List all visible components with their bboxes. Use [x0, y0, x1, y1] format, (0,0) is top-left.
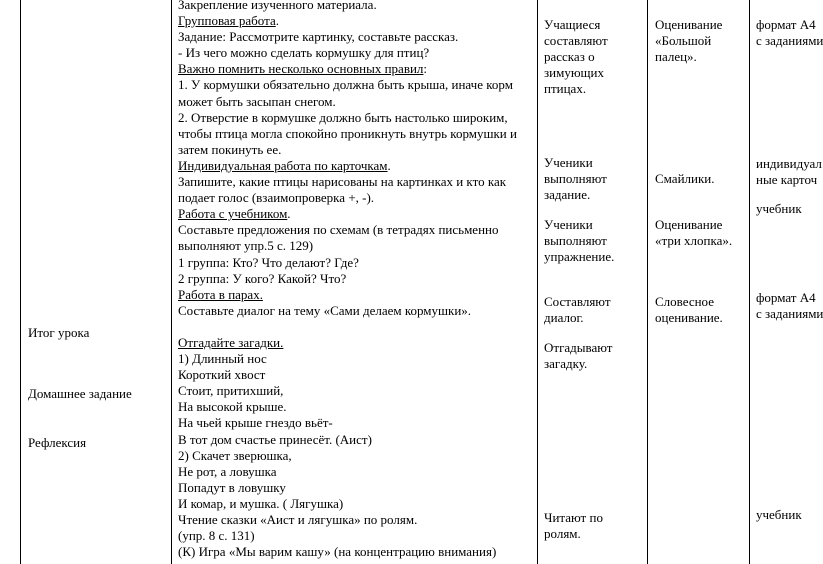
- activity-line: [178, 94, 517, 110]
- assessment-verbal: [655, 294, 723, 326]
- activity-line: [178, 335, 517, 351]
- activity-line-text: Составьте предложения по схемам (в тетрадях письменно: [178, 222, 499, 238]
- activity-line: [178, 206, 517, 222]
- cell-line: составляют: [544, 33, 608, 48]
- activity-line-text: Составьте диалог на тему «Сами делаем кормушки».: [178, 302, 472, 318]
- activity-line-text: Работа с учебником: [178, 206, 288, 222]
- activity-line-suffix: :: [423, 61, 428, 77]
- activity-line-text: Важно помнить несколько основных правил: [178, 61, 424, 77]
- table-border-col3: [647, 0, 648, 564]
- activity-line-text: Задание: Рассмотрите картинку, составьте рассказ.: [178, 29, 459, 45]
- activity-line: [178, 432, 517, 448]
- activity-line: [178, 319, 517, 335]
- assessment-smileys: [655, 171, 715, 187]
- activity-line: [178, 287, 517, 303]
- cell-line: формат А4: [756, 17, 816, 32]
- table-border-col2: [537, 0, 538, 564]
- cell-line: птицах.: [544, 81, 587, 96]
- activity-line: [178, 271, 517, 287]
- cell-line: Словесное: [655, 294, 714, 309]
- cell-line: учебник: [756, 507, 802, 522]
- cell-line: рассказ о: [544, 49, 595, 64]
- cell-line: упражнение.: [544, 249, 615, 264]
- activity-line-text: чтобы птица могла спокойно проникнуть внутрь кормушки и: [178, 125, 517, 141]
- activity-line-text: Стоит, притихший,: [178, 383, 284, 399]
- cell-line: оценивание.: [655, 310, 723, 325]
- activity-line: [178, 77, 517, 93]
- activity-line-text: Чтение сказки «Аист и лягушка» по ролям.: [178, 512, 418, 527]
- cell-line: индивидуал: [756, 156, 822, 171]
- cell-line: с заданиями: [756, 33, 823, 48]
- activity-line: [178, 190, 517, 206]
- activity-line: [178, 110, 517, 126]
- cell-line: Учащиеся: [544, 17, 601, 32]
- stage-homework: Домашнее задание: [28, 386, 132, 401]
- activity-line-text: 1) Длинный нос: [178, 351, 267, 367]
- activity-line: [178, 415, 517, 431]
- cell-line: Отгадывают: [544, 340, 613, 355]
- resource-a4-2: [756, 290, 823, 322]
- activity-line: [178, 496, 517, 512]
- activity-line-text: 1 группа: Кто? Что делают? Где?: [178, 254, 359, 270]
- resource-cards: [756, 156, 822, 188]
- cell-line: «Большой: [655, 33, 712, 48]
- table-border-col1: [171, 0, 172, 564]
- activity-line: [178, 367, 517, 383]
- activity-line: [178, 383, 517, 399]
- activity-line-suffix: .: [287, 206, 291, 222]
- cell-line: формат А4: [756, 290, 816, 305]
- activity-line: [178, 0, 517, 13]
- activity-line-text: 2. Отверстие в кормушке должно быть настолько широким,: [178, 109, 508, 125]
- assessment-thumb: [655, 17, 722, 65]
- activity-line-text: Закрепление изученного материала.: [178, 0, 377, 12]
- activity-line-text: На чьей крыше гнездо вьёт-: [178, 415, 333, 431]
- activity-line-text: - Из чего можно сделать кормушку для птиц?: [178, 45, 430, 61]
- activity-line-text: Отгадайте загадки.: [178, 334, 284, 350]
- table-border-col4: [749, 0, 750, 564]
- activity-line: [178, 544, 517, 560]
- cell-line: задание.: [544, 187, 591, 202]
- student-activity-reading: [544, 510, 603, 542]
- activity-line: [178, 61, 517, 77]
- activity-line: [178, 512, 517, 528]
- activity-line: [178, 174, 517, 190]
- student-activity-story: [544, 17, 608, 97]
- cell-line: Смайлики.: [655, 171, 715, 186]
- activity-line-text: (упр. 8 с. 131): [178, 528, 255, 544]
- activity-line-text: (К) Игра «Мы варим кашу» (на концентрацию внимания): [178, 544, 497, 560]
- activity-line-text: 2 группа: У кого? Какой? Что?: [178, 270, 347, 286]
- activity-line: [178, 464, 517, 480]
- activity-line: [178, 222, 517, 238]
- activity-line-text: может быть засыпан снегом.: [178, 93, 336, 109]
- activity-line-text: Попадут в ловушку: [178, 479, 286, 495]
- assessment-claps: [655, 217, 732, 249]
- cell-line: палец».: [655, 49, 697, 64]
- activity-line-text: Короткий хвост: [178, 367, 266, 383]
- activity-line-suffix: .: [275, 13, 279, 29]
- cell-line: загадку.: [544, 356, 588, 371]
- activity-line-text: Не рот, а ловушка: [178, 463, 277, 479]
- cell-line: выполняют: [544, 171, 607, 186]
- cell-line: зимующих: [544, 65, 604, 80]
- resource-textbook-1: [756, 201, 802, 217]
- activity-line-text: Индивидуальная работа по карточкам: [178, 157, 388, 173]
- cell-line: Ученики: [544, 217, 593, 232]
- activity-line: [178, 528, 517, 544]
- activity-line: [178, 448, 517, 464]
- activity-line: [178, 142, 517, 158]
- activity-line: [178, 126, 517, 142]
- activity-line: [178, 351, 517, 367]
- cell-line: выполняют: [544, 233, 607, 248]
- table-border-left: [20, 0, 21, 564]
- cell-line: Оценивание: [655, 217, 723, 232]
- activity-line: [178, 29, 517, 45]
- student-activity-exercise: [544, 217, 614, 265]
- stage-itog: Итог урока: [28, 325, 90, 340]
- student-activity-cards: [544, 155, 607, 203]
- cell-line: ные карточ: [756, 172, 818, 187]
- activity-line-text: И комар, и мушка. ( Лягушка): [178, 495, 344, 511]
- cell-line: Читают по: [544, 510, 603, 525]
- activity-line-text: На высокой крыше.: [178, 399, 287, 415]
- activity-line: [178, 45, 517, 61]
- resource-textbook-2: [756, 507, 802, 523]
- cell-line: с заданиями: [756, 306, 823, 321]
- cell-line: учебник: [756, 201, 802, 216]
- activity-line-text: Групповая работа: [178, 13, 276, 29]
- cell-line: диалог.: [544, 310, 584, 325]
- teacher-activity-column: [178, 0, 517, 560]
- activity-line-text: подает голос (взаимопроверка +, -).: [178, 190, 375, 206]
- activity-line: [178, 480, 517, 496]
- cell-line: Оценивание: [655, 17, 723, 32]
- activity-line-text: В тот дом счастье принесёт. (Аист): [178, 431, 372, 447]
- activity-line: [178, 238, 517, 254]
- activity-line: [178, 255, 517, 271]
- resource-a4-1: [756, 17, 823, 49]
- activity-line: [178, 399, 517, 415]
- cell-line: «три хлопка».: [655, 233, 733, 248]
- cell-line: Ученики: [544, 155, 593, 170]
- student-activity-dialog: [544, 294, 611, 326]
- activity-line: [178, 158, 517, 174]
- activity-line-text: 2) Скачет зверюшка,: [178, 447, 292, 463]
- activity-line: [178, 303, 517, 319]
- cell-line: ролям.: [544, 526, 581, 541]
- activity-line-suffix: .: [387, 157, 391, 173]
- activity-line: [178, 13, 517, 29]
- activity-line-text: Запишите, какие птицы нарисованы на картинках и кто как: [178, 174, 507, 190]
- activity-line-text: Работа в парах.: [178, 286, 263, 302]
- stage-reflection: Рефлексия: [28, 435, 87, 450]
- cell-line: Составляют: [544, 294, 611, 309]
- activity-line-text: затем покинуть ее.: [178, 141, 282, 157]
- activity-line-text: 1. У кормушки обязательно должна быть крыша, иначе корм: [178, 77, 513, 93]
- activity-line-text: выполняют упр.5 с. 129): [178, 238, 314, 254]
- student-activity-riddles: [544, 340, 612, 372]
